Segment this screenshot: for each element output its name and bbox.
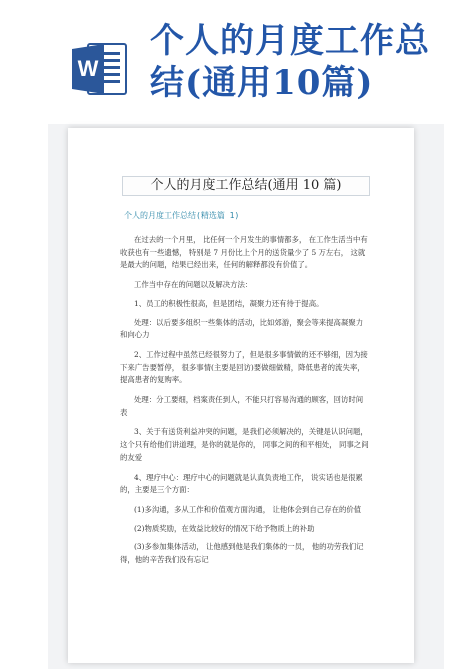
document-body <box>120 234 370 574</box>
paragraph: 2、工作过程中虽然已经很努力了，但是很多事情做的还不够细，因为接下来广告要暂停， 很多事情(主要是回访)要做细做精，降低患者的流失率，提高患者的复购率。 <box>120 349 368 385</box>
paragraph: 工作当中存在的问题以及解决方法： <box>134 280 253 290</box>
paragraph: 在过去的一个月里， 比任何一个月发生的事情都多， 在工作生活当中有收获也有一些遗憾， 特别是 7 月份比上个月的送货量少了 5 万左右， 这就是最大的问题，结果已经出来，任何的解释都没有价值了。 <box>120 235 368 270</box>
section-subtitle: 个人的月度工作总结(精选篇 1) <box>124 211 240 220</box>
paragraph: (3)多参加集体活动， 让他感到他是我们集体的一员， 他的功劳我们记得，他的辛苦我们没有忘记 <box>120 542 364 565</box>
paragraph: (1)多沟通，多从工作和价值观方面沟通， 让他体会到自己存在的价值 <box>134 504 362 514</box>
document-title: 个人的月度工作总结(通用10篇) <box>150 21 430 103</box>
paragraph: (2)物质奖励，在效益比较好的情况下给予物质上的补助 <box>134 523 315 533</box>
paragraph: 4、理疗中心：理疗中心的问题就是认真负责地工作， 说实话也是很累的，主要是三个方面： <box>120 472 363 495</box>
paragraph: 处理：以后要多组织一些集体的活动，比如郊游，聚会等来提高凝聚力和向心力 <box>120 317 364 340</box>
header-banner <box>0 0 474 130</box>
paragraph: 1、员工的积极性很高，但是团结，凝聚力还有待于提高。 <box>134 298 324 308</box>
word-icon <box>70 40 128 98</box>
paragraph: 处理：分工要细，档案责任到人，不能只打容易沟通的顾客，回访时间表 <box>120 395 364 417</box>
page-title: 个人的月度工作总结(通用 10 篇) <box>150 178 342 193</box>
svg-text:W: W <box>77 56 99 81</box>
document-page <box>68 128 414 663</box>
paragraph: 3、关于有送货利益冲突的问题，是我们必须解决的，关键是认识问题，这个只有给他们讲道理，是你的就是你的， 同事之间的和平相处， 同事之间的友爱 <box>120 427 369 462</box>
page-title-box <box>122 176 370 196</box>
